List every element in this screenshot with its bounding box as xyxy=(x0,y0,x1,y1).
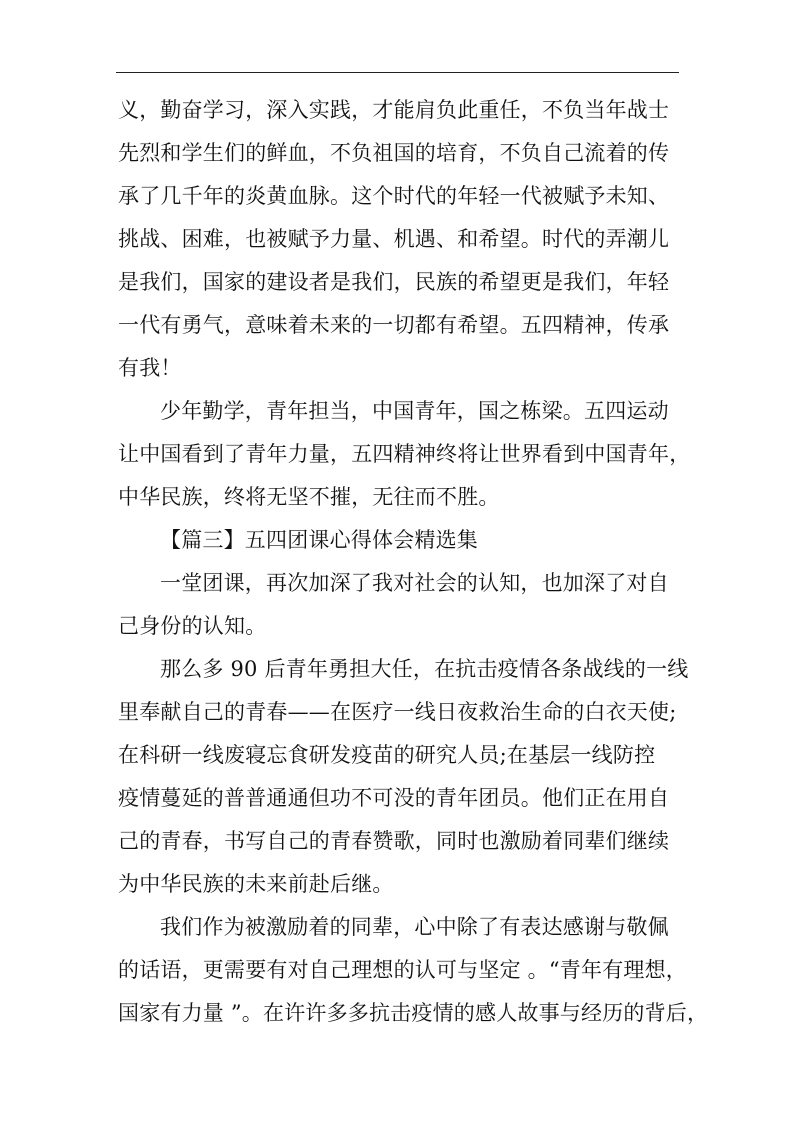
text-line: 那么多 90 后青年勇担大任，在抗击疫情各条战线的一线 xyxy=(160,657,689,681)
text-line: 国家有力量 ”。在许许多多抗击疫情的感人故事与经历的背后， xyxy=(118,1001,709,1025)
text-line: 里奉献自己的青春——在医疗一线日夜救治生命的白衣天使; xyxy=(118,700,677,724)
text-line: 先烈和学生们的鲜血，不负祖国的培育，不负自己流着的传 xyxy=(118,141,670,165)
text-line: 为中华民族的未来前赴后继。 xyxy=(118,872,394,896)
text-line: 的话语，更需要有对自己理想的认可与坚定 。“青年有理想， xyxy=(118,958,688,982)
text-line: 让中国看到了青年力量，五四精神终将让世界看到中国青年， xyxy=(118,442,691,466)
text-line: 己身份的认知。 xyxy=(118,614,267,638)
text-line: 有我！ xyxy=(118,356,182,380)
text-line: 是我们，国家的建设者是我们，民族的希望更是我们，年轻 xyxy=(118,270,670,294)
text-line: 挑战、困难，也被赋予力量、机遇、和希望。时代的弄潮儿 xyxy=(118,227,670,251)
text-line: 在科研一线废寝忘食研发疫苗的研究人员;在基层一线防控 xyxy=(118,743,656,767)
text-line: 一堂团课，再次加深了我对社会的认知，也加深了对自 xyxy=(160,571,669,595)
text-line: 少年勤学，青年担当，中国青年，国之栋梁。五四运动 xyxy=(160,399,669,423)
section-heading: 【篇三】五四团课心得体会精选集 xyxy=(160,528,478,552)
header-rule xyxy=(116,72,679,73)
text-line: 义，勤奋学习，深入实践，才能肩负此重任，不负当年战士 xyxy=(118,98,670,122)
text-line: 承了几千年的炎黄血脉。这个时代的年轻一代被赋予未知、 xyxy=(118,184,670,208)
text-line: 疫情蔓延的普普通通但功不可没的青年团员。他们正在用自 xyxy=(118,786,670,810)
text-line: 中华民族，终将无坚不摧，无往而不胜。 xyxy=(118,485,500,509)
text-line: 一代有勇气，意味着未来的一切都有希望。五四精神，传承 xyxy=(118,313,670,337)
text-line: 我们作为被激励着的同辈，心中除了有表达感谢与敬佩 xyxy=(160,915,669,939)
text-line: 己的青春，书写自己的青春赞歌，同时也激励着同辈们继续 xyxy=(118,829,670,853)
